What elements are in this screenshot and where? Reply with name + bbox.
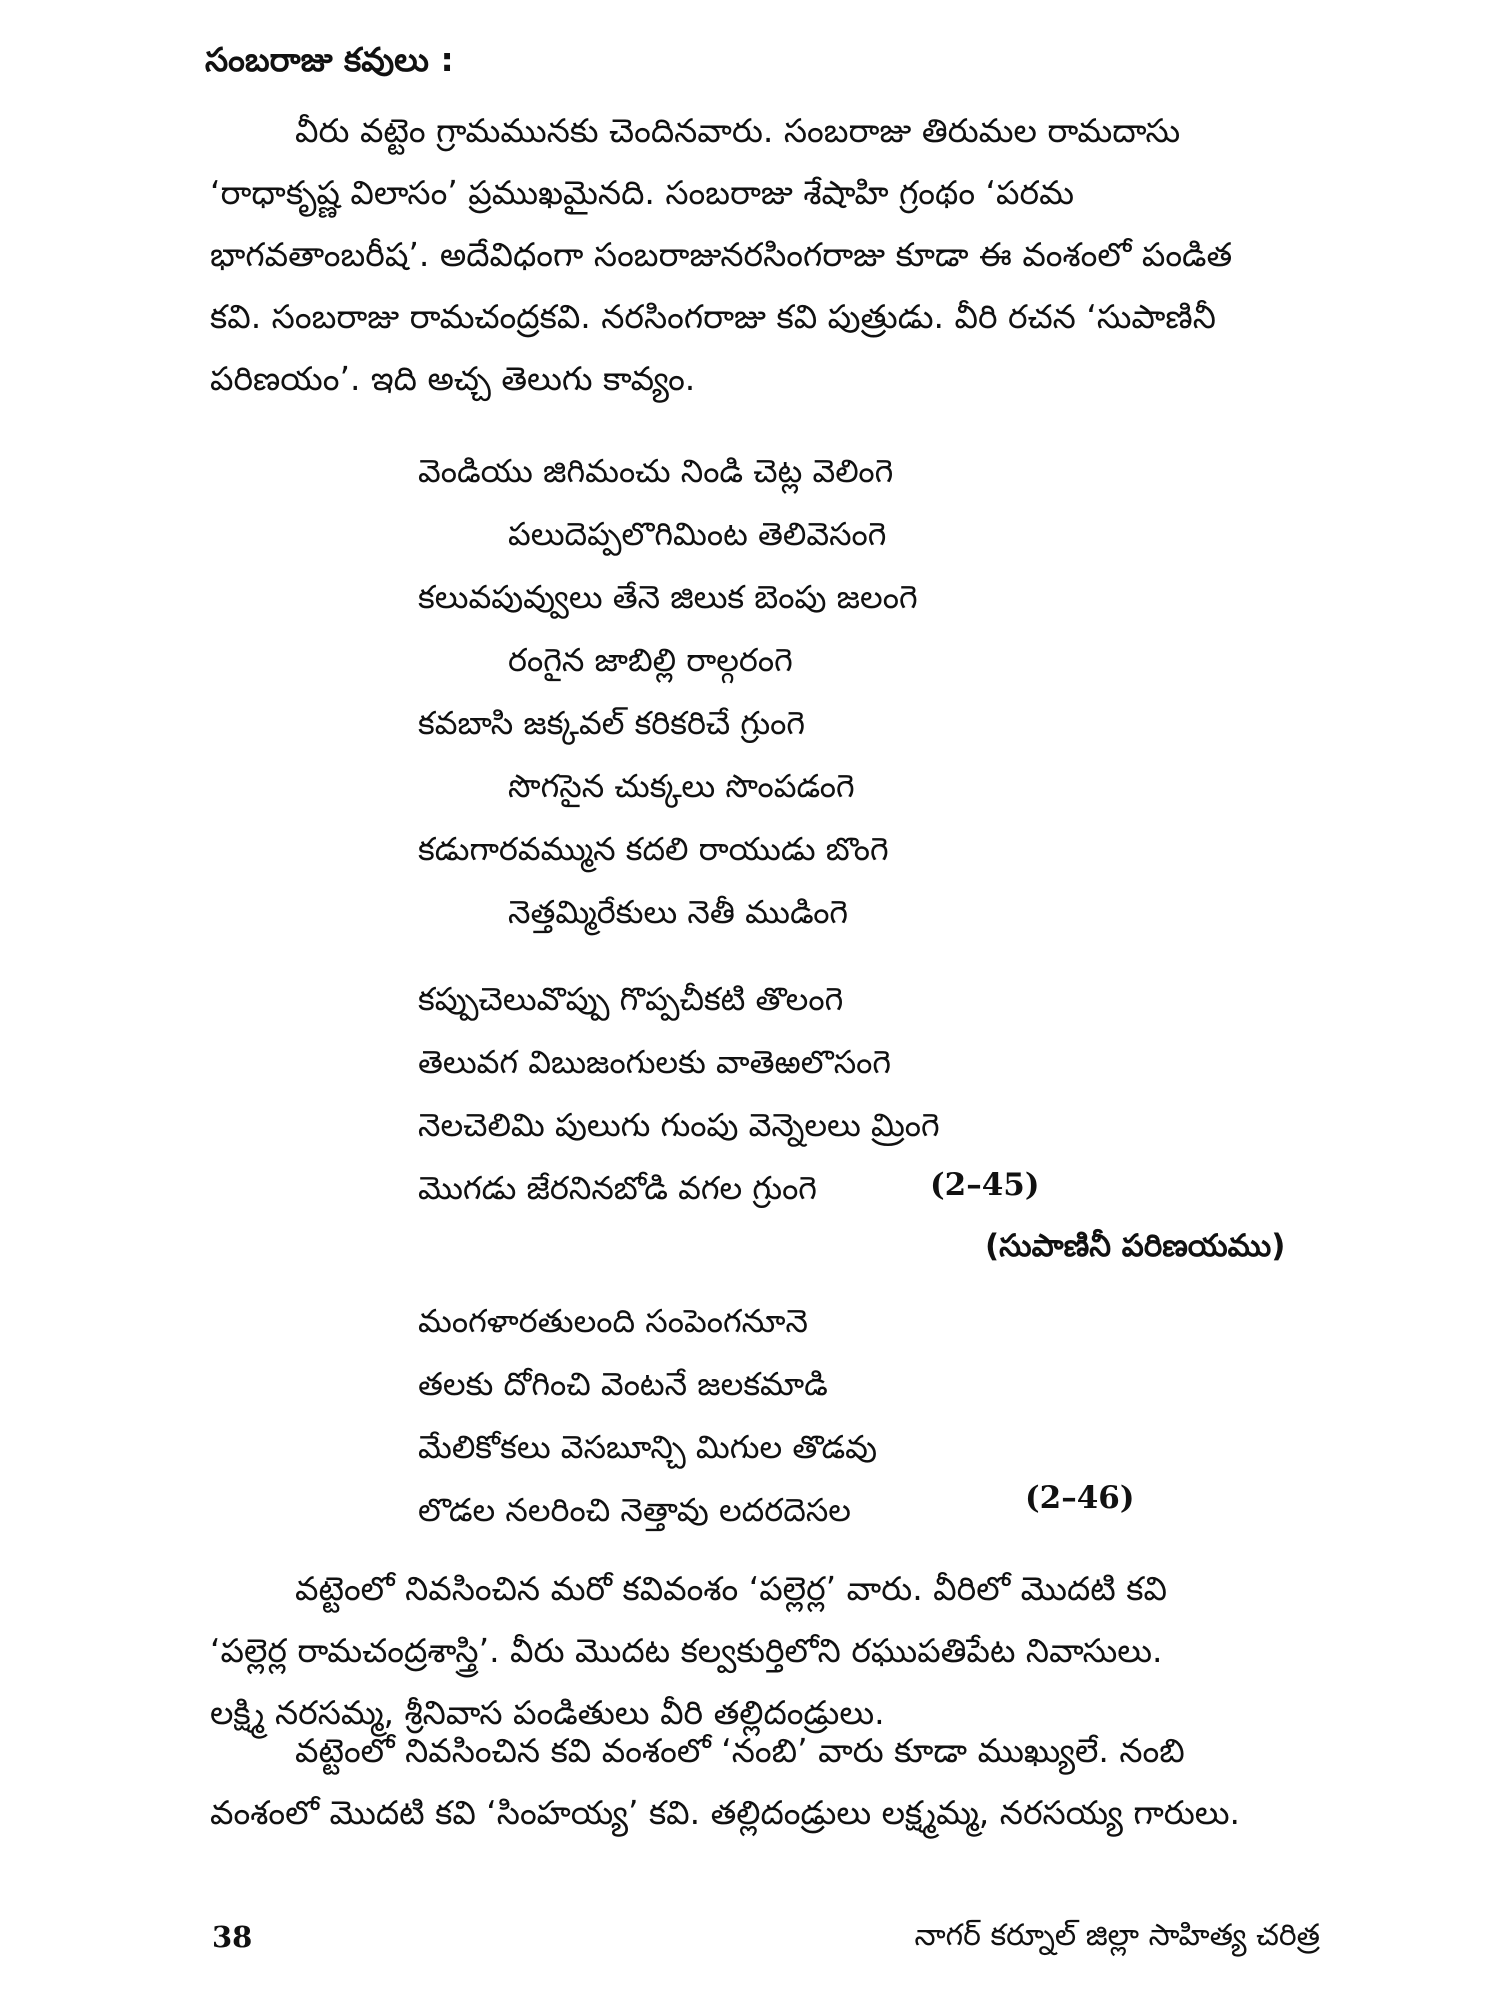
verse-line: కలువపువ్వులు తేనె జిలుక బెంపు జలంగె (418, 578, 918, 616)
verse-line: సొగసైన చుక్కలు సొంపడంగె (508, 767, 855, 805)
verse-stanza-3 (418, 1290, 877, 1542)
paragraph-line: వీరు వట్టెం గ్రామమునకు చెందినవారు. సంబరాజు తిరుమల రామదాసు (295, 111, 1181, 150)
paragraph-line: ‘రాధాకృష్ణ విలాసం’ ప్రముఖమైనది. సంబరాజు శేషాహి గ్రంథం ‘పరమ (210, 173, 1074, 212)
verse-line: కడుగారవమ్మున కదలి రాయుడు బొంగె (418, 830, 889, 868)
verse-reference: (2–45) (930, 1167, 1040, 1203)
paragraph-line: పరిణయం’. ఇది అచ్చ తెలుగు కావ్యం. (210, 359, 696, 398)
verse-line: మంగళారతులంది సంపెంగనూనె (418, 1302, 808, 1340)
verse-line: తలకు దోగించి వెంటనే జలకమాడి (418, 1365, 828, 1403)
paragraph-line: వంశంలో మొదటి కవి ‘సింహయ్య’ కవి. తల్లిదండ్రులు లక్ష్మమ్మ, నరసయ్య గారులు. (210, 1793, 1241, 1832)
verse-line: నెలచెలిమి పులుగు గుంపు వెన్నెలలు మ్రింగె (418, 1106, 940, 1144)
running-footer-title: నాగర్ కర్నూల్ జిల్లా సాహిత్య చరిత్ర (914, 1918, 1320, 1953)
verse-source: (సుపాణినీ పరిణయము) (985, 1228, 1286, 1264)
verse-line: మొగడు జేరనినబోడి వగల గ్రుంగె (418, 1169, 817, 1207)
verse-stanza-2 (418, 968, 940, 1220)
intro-paragraph (210, 100, 1325, 410)
verse-line: లొడల నలరించి నెత్తావు లదరదెసల (418, 1491, 851, 1529)
verse-reference: (2–46) (1025, 1480, 1135, 1516)
verse-line: కవబాసి జక్కవల్ కరికరిచే గ్రుంగె (418, 704, 806, 742)
page-number: 38 (212, 1920, 253, 1954)
paragraph-line: వట్టెంలో నివసించిన కవి వంశంలో ‘నంబి’ వారు కూడా ముఖ్యులే. నంబి (295, 1731, 1185, 1770)
verse-stanza-1 (418, 440, 918, 944)
verse-line: నెత్తమ్మిరేకులు నెతీ ముడింగె (508, 893, 849, 931)
verse-line: తెలువగ విబుజంగులకు వాతెఱలొసంగె (418, 1043, 892, 1081)
pallerla-paragraph (210, 1558, 1325, 1744)
paragraph-line: భాగవతాంబరీష’. అదేవిధంగా సంబరాజునరసింగరాజు కూడా ఈ వంశంలో పండిత (210, 235, 1233, 274)
paragraph-line: లక్ష్మి నరసమ్మ, శ్రీనివాస పండితులు వీరి తల్లిదండ్రులు. (210, 1693, 885, 1732)
paragraph-line: వట్టెంలో నివసించిన మరో కవివంశం ‘పల్లెర్ల’ వారు. వీరిలో మొదటి కవి (295, 1569, 1167, 1608)
paragraph-line: ‘పల్లెర్ల రామచంద్రశాస్త్రి’. వీరు మొదట కల్వకుర్తిలోని రఘుపతిపేట నివాసులు. (210, 1631, 1163, 1670)
section-heading: సంబరాజు కవులు : (205, 40, 454, 79)
verse-line: పలుదెప్పలొగిమింట తెలివెసంగె (508, 515, 887, 553)
verse-line: రంగైన జాబిల్లి రాల్గరంగె (508, 641, 793, 679)
nambi-paragraph (210, 1720, 1325, 1844)
verse-line: వెండియు జిగిమంచు నిండి చెట్ల వెలింగె (418, 452, 894, 490)
paragraph-line: కవి. సంబరాజు రామచంద్రకవి. నరసింగరాజు కవి పుత్రుడు. వీరి రచన ‘సుపాణినీ (210, 297, 1216, 336)
verse-line: మేలికోకలు వెసబూన్చి మిగుల తొడవు (418, 1428, 878, 1466)
verse-line: కప్పుచెలువొప్పు గొప్పచీకటి తొలంగె (418, 980, 844, 1018)
